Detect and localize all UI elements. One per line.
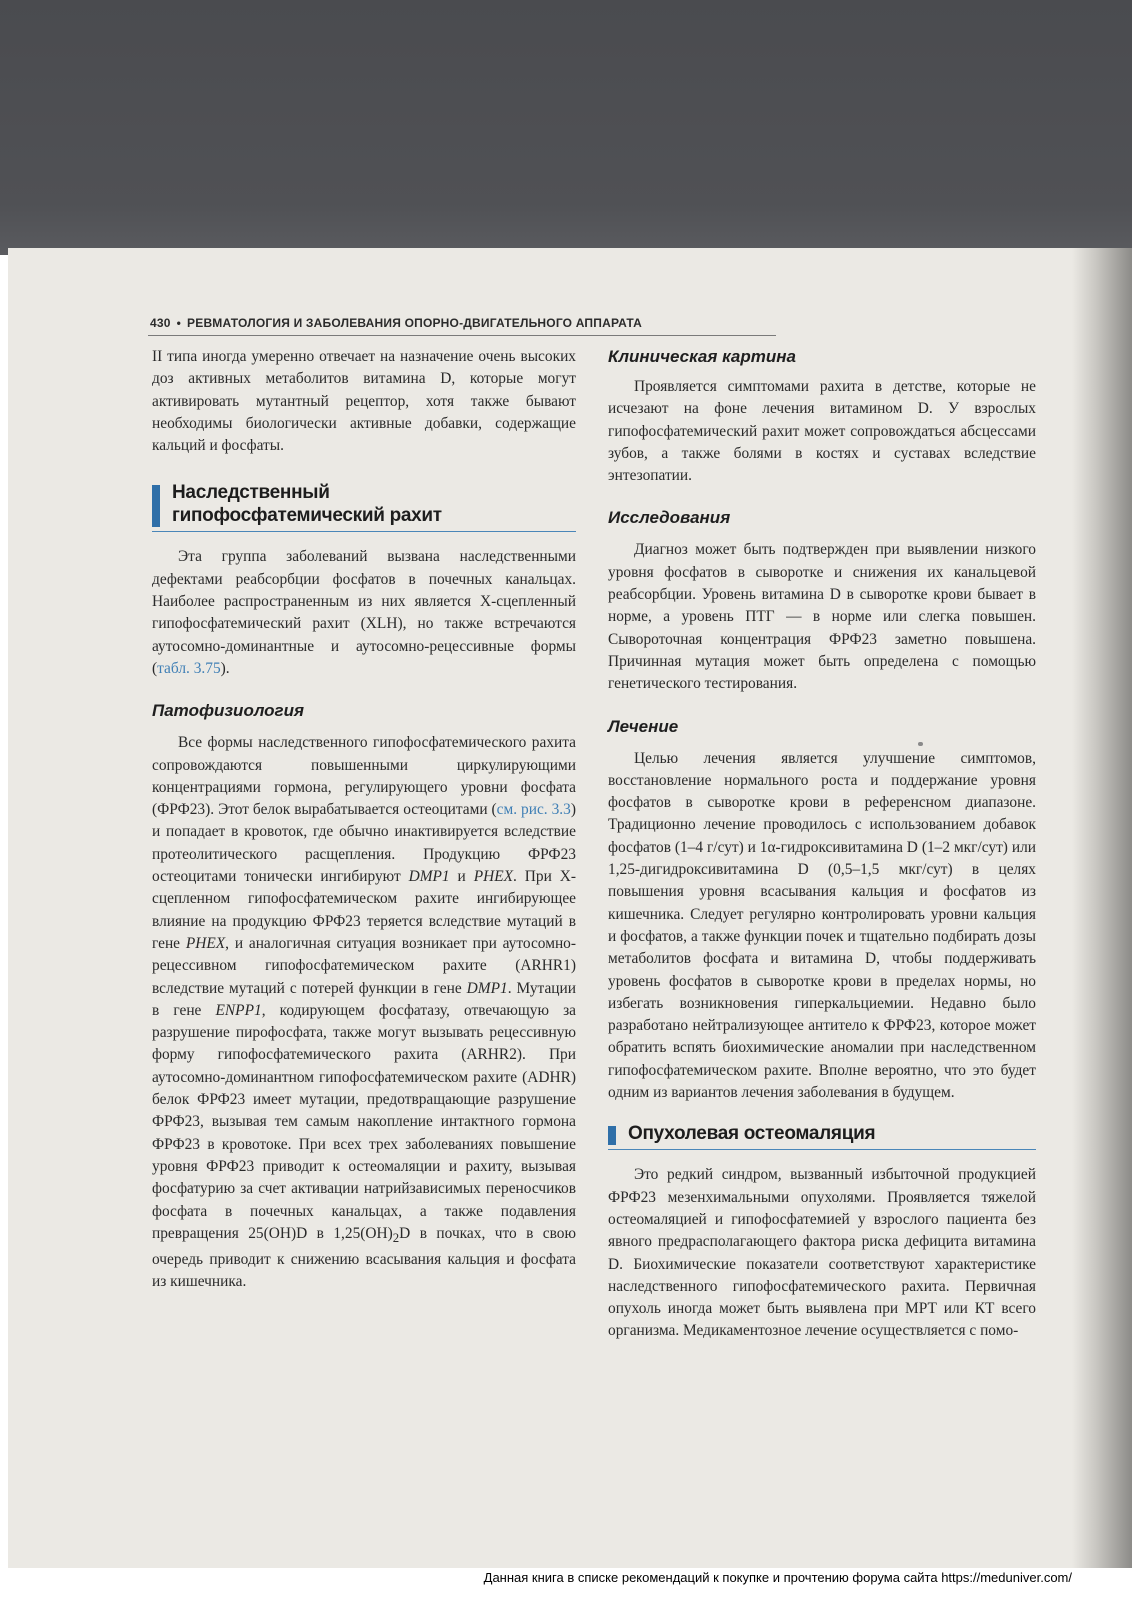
right-column — [608, 346, 1036, 1343]
clinical-heading: Клиническая картина — [608, 347, 796, 366]
patho-text-4: . При Х-сцепленном гипофосфатемическом рахите ингибирующее влияние на продукцию ФРФ23 теряется вследствие мутаций в гене — [152, 868, 576, 952]
section-accent-bar — [152, 485, 160, 527]
table-reference-link[interactable]: табл. 3.75 — [157, 659, 221, 677]
pathophysiology-heading: Патофизиология — [152, 701, 305, 721]
patho-text-6: . Мутации в гене — [152, 979, 576, 1019]
header-rule — [148, 335, 776, 336]
patho-text-1: Все формы наследственного гипофосфатемического рахита сопровождаются повышенными циркулирующими концентрациями гормона, регулирующего уровни фосфата (ФРФ23). Этот белок вырабатывается остеоцитами ( — [152, 734, 576, 819]
figure-reference-link[interactable]: см. рис. 3.3 — [496, 801, 571, 819]
treatment-paragraph: Целью лечения является улучшение симптомов, восстановление нормального роста и поддержание уровня фосфатов в сыворотке крови в референсном диапазоне. Традиционно лечение проводилось с использованием добавок фосфатов (1–4 г/сут) и 1α-гидроксивитамина D (1–2 мкг/сут) или 1,25-дигидроксивитамина D (0,5–1,5 мкг/сут) в целях повышения уровня всасывания кальция и фосфатов из кишечника. Следует регулярно контролировать уровни кальция и фосфатов, а также функции почек и тщательно подбирать дозы метаболитов фосфата и витамина D, чтобы поддерживать уровень фосфатов в сыворотке крови в пределах нормы, но избегать возникновения гиперкальциемии. Недавно было разработано нейтрализующее антитело к ФРФ23, которое может обратить вспять биохимические аномалии при наследственном гипофосфатемическом рахите. Вполне вероятно, что это будет одним из вариантов лечения заболевания в будущем. — [608, 749, 1036, 1102]
section-intro-end: ). — [220, 659, 230, 677]
gene-phex-2: PHEX — [185, 934, 226, 952]
left-column — [152, 346, 576, 1294]
osteomalacia-paragraph: Это редкий синдром, вызванный избыточной продукцией ФРФ23 мезенхимальными опухолями. Проявляется тяжелой остеомаляцией и гипофосфатемией у взрослого пациента без явного предрасполагающего фактора риска дефицита витамина D. Биохимические показатели соответствуют характеристике наследственного гипофосфатемического рахита. Первичная опухоль иногда может быть выявлена при МРТ или КТ всего организма. Медикаментозное лечение осуществляется с помо- — [608, 1166, 1036, 1340]
book-spine-shadow — [1072, 248, 1132, 1568]
section-heading-hereditary-rickets — [152, 481, 576, 532]
scan-shadow — [0, 0, 1132, 255]
treatment-heading: Лечение — [608, 716, 679, 736]
subscript-2: 2 — [392, 1230, 400, 1245]
section-title-line2: гипофосфатемический рахит — [172, 505, 442, 527]
running-header — [150, 316, 642, 330]
patho-text-5: , и аналогичная ситуация возникает при аутосомно-рецессивном гипофосфатемическом рахите (ARHR1) вследствие мутаций с потерей функции в гене — [152, 934, 576, 997]
clinical-paragraph: Проявляется симптомами рахита в детстве, которые не исчезают на фоне лечения витамином D. У взрослых гипофосфатемический рахит может сопровождаться абсцессами зубов, а также болями в костях и суставах вследствие энтезопатии. — [608, 378, 1036, 485]
section-accent-bar — [608, 1126, 616, 1145]
patho-text-8: D в почках, что в свою очередь приводит к снижению всасывания кальция и фосфата из кишечника. — [152, 1224, 576, 1291]
patho-text-2: ) и попадает в кровоток, где обычно инактивируется вследствие протеолитического расщепления. Продукцию ФРФ23 остеоцитами тонически ингибируют — [152, 801, 576, 886]
gene-dmp1-2: DMP1 — [466, 979, 508, 997]
osteomalacia-title: Опухолевая остеомаляция — [628, 1123, 876, 1145]
section-intro-text: Эта группа заболеваний вызвана наследственными дефектами реабсорбции фосфатов в почечных канальцах. Наиболее распространенным из них является Х-сцепленный гипофосфатемический рахит (XLH), но также встречаются аутосомно-доминантные и аутосомно-рецессивные формы ( — [152, 548, 576, 677]
intro-paragraph: II типа иногда умеренно отвечает на назначение очень высоких доз активных метаболитов витамина D, которые могут активировать мутантный рецептор, хотя также бывают необходимы биологически активные добавки, содержащие кальций и фосфаты. — [152, 348, 576, 455]
page-number: 430 — [150, 316, 171, 330]
section-title-line1: Наследственный — [172, 482, 330, 504]
section-intro-paragraph — [152, 546, 576, 680]
investigations-paragraph: Диагноз может быть подтвержден при выявлении низкого уровня фосфатов в сыворотке и снижения их канальцевой реабсорбции. Уровень витамина D в сыворотке крови бывает в норме, а уровень ПТГ — в норме или слегка повышен. Сывороточная концентрация ФРФ23 заметно повышена. Причинная мутация может быть определена с помощью генетического тестирования. — [608, 541, 1036, 693]
chapter-title: РЕВМАТОЛОГИЯ И ЗАБОЛЕВАНИЯ ОПОРНО-ДВИГАТЕЛЬНОГО АППАРАТА — [187, 316, 643, 330]
scan-speck — [918, 742, 923, 746]
gene-enpp1: ENPP1 — [215, 1001, 262, 1019]
section-heading-tumor-osteomalacia — [608, 1122, 1036, 1150]
gene-dmp1: DMP1 — [408, 868, 450, 886]
pathophysiology-paragraph — [152, 732, 576, 1294]
gene-phex: PHEX — [473, 868, 514, 886]
header-bullet: • — [176, 316, 182, 330]
patho-text-7: , кодирующем фосфатазу, отвечающую за разрушение пирофосфата, также могут вызывать рецессивную форму гипофосфатемического рахита (ARHR2). При аутосомно-доминантном гипофосфатемическом рахите (ADHR) белок ФРФ23 имеет мутации, предотвращающие разрушение ФРФ23, вызывая тем самым накопление интактного гормона ФРФ23 в кровотоке. При всех трех заболеваниях повышение уровня ФРФ23 приводит к остеомаляции и рахиту, вызывая фосфатурию за счет активации натрийзависимых переносчиков фосфата в почечных канальцах, а также подавления превращения 25(OH)D в 1,25(OH) — [152, 1001, 576, 1242]
footer-watermark-note: Данная книга в списке рекомендаций к покупке и прочтению форума сайта https://meduniver.com/ — [483, 1570, 1072, 1585]
patho-text-3: и — [449, 868, 474, 886]
investigations-heading: Исследования — [608, 508, 731, 528]
